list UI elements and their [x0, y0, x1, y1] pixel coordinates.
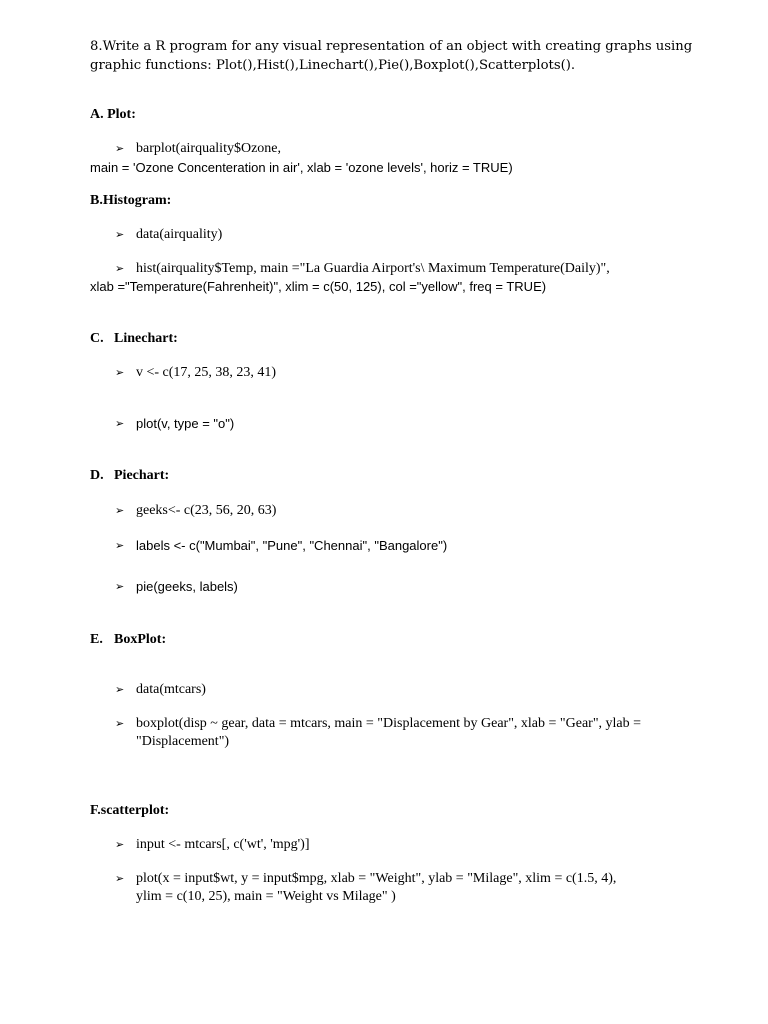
section-f-item-2-line-2: ylim = c(10, 25), main = "Weight vs Milage" )	[136, 889, 396, 904]
bullet-arrow-icon: ➢	[115, 683, 125, 696]
bullet-arrow-icon: ➢	[115, 228, 125, 241]
section-e-heading: BoxPlot:	[114, 632, 167, 647]
section-a-heading: A. Plot:	[90, 107, 136, 122]
section-f-item-2-line-1: plot(x = input$wt, y = input$mpg, xlab = "Weight", ylab = "Milage", xlim = c(1.5, 4),	[136, 871, 617, 886]
section-c-heading: Linechart:	[114, 331, 178, 346]
question-title-line-2: graphic functions: Plot(),Hist(),Linechart(),Pie(),Boxplot(),Scatterplots().	[90, 58, 576, 73]
bullet-arrow-icon: ➢	[115, 539, 125, 552]
section-a-item-1-line-2: main = 'Ozone Concenteration in air', xlab = 'ozone levels', horiz = TRUE)	[90, 160, 513, 175]
section-a-item-1-line-1: barplot(airquality$Ozone,	[136, 141, 282, 156]
section-e-letter: E.	[90, 632, 103, 647]
bullet-arrow-icon: ➢	[115, 142, 125, 155]
section-e-item-1: data(mtcars)	[136, 682, 206, 697]
bullet-arrow-icon: ➢	[115, 366, 125, 379]
section-b-item-2-line-1: hist(airquality$Temp, main ="La Guardia Airport's\ Maximum Temperature(Daily)",	[136, 261, 610, 276]
section-d-item-1: geeks<- c(23, 56, 20, 63)	[136, 503, 277, 518]
section-e-item-2-line-2: "Displacement")	[136, 734, 230, 749]
section-d-item-2: labels <- c("Mumbai", "Pune", "Chennai", "Bangalore")	[136, 538, 448, 553]
bullet-arrow-icon: ➢	[115, 262, 125, 275]
bullet-arrow-icon: ➢	[115, 504, 125, 517]
section-f-heading: F.scatterplot:	[90, 803, 170, 818]
bullet-arrow-icon: ➢	[115, 872, 125, 885]
bullet-arrow-icon: ➢	[115, 717, 125, 730]
section-f-item-1: input <- mtcars[, c('wt', 'mpg')]	[136, 837, 310, 852]
section-c-item-1: v <- c(17, 25, 38, 23, 41)	[136, 365, 277, 380]
section-c-letter: C.	[90, 331, 104, 346]
bullet-arrow-icon: ➢	[115, 417, 125, 430]
section-b-item-1: data(airquality)	[136, 227, 223, 242]
bullet-arrow-icon: ➢	[115, 838, 125, 851]
bullet-arrow-icon: ➢	[115, 580, 125, 593]
section-d-heading: Piechart:	[114, 468, 170, 483]
section-b-heading: B.Histogram:	[90, 193, 172, 208]
section-c-item-2: plot(v, type = "o")	[136, 416, 235, 431]
section-d-letter: D.	[90, 468, 104, 483]
section-d-item-3: pie(geeks, labels)	[136, 579, 238, 594]
section-b-item-2-line-2: xlab ="Temperature(Fahrenheit)", xlim = c(50, 125), col ="yellow", freq = TRUE)	[90, 279, 547, 294]
question-title-line-1: 8.Write a R program for any visual representation of an object with creating graphs using	[90, 39, 693, 54]
section-e-item-2-line-1: boxplot(disp ~ gear, data = mtcars, main = "Displacement by Gear", xlab = "Gear", ylab =	[136, 716, 642, 731]
